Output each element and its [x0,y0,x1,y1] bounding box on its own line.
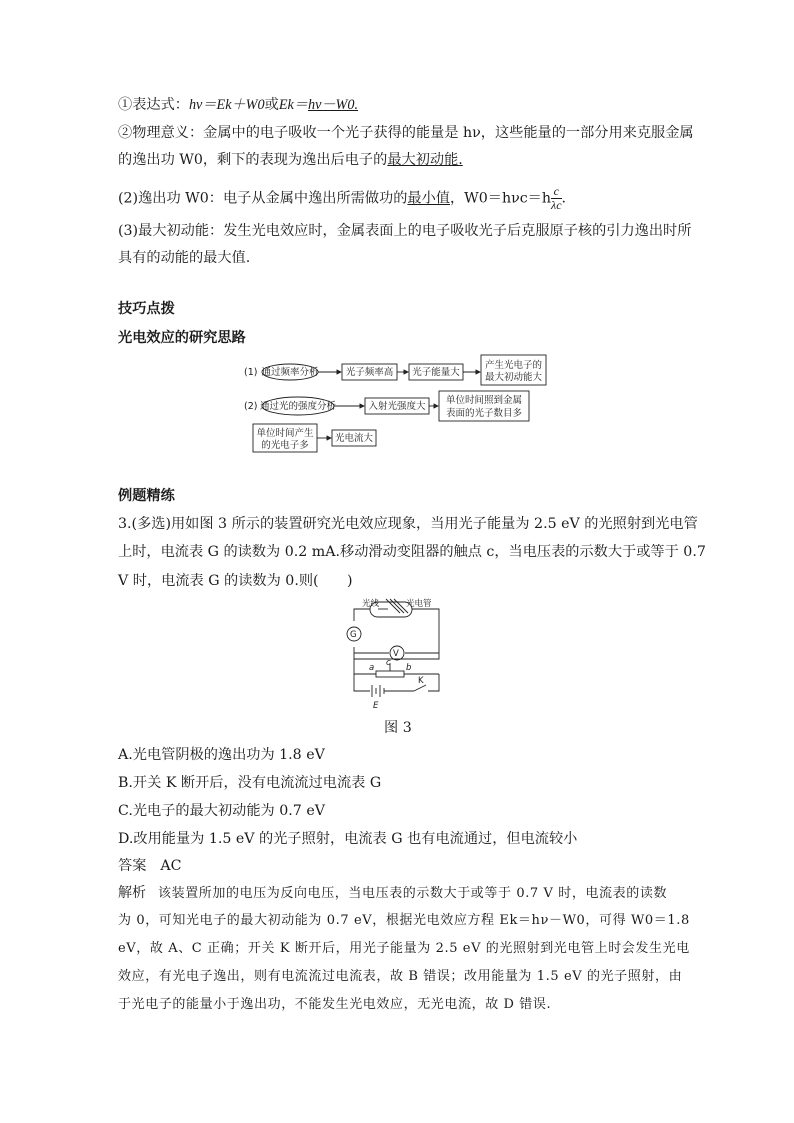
rheostat [376,671,404,677]
or-word: 或 [264,97,279,113]
period: . [561,190,567,207]
label-V: V [393,649,399,659]
label-a: a [369,663,375,673]
work-function-line [118,185,566,212]
expression-line [118,95,358,115]
research-flowchart [240,352,560,456]
label-c: c [386,658,391,668]
solution-line-5: 于光电子的能量小于逸出功，不能发生光电效应，无光电流，故 D 错误. [118,997,552,1012]
flow-row1-box3-line1: 产生光电子的 [484,360,543,371]
flow-row3-box1-line2: 的光电子多 [261,440,309,451]
answer-line [118,856,182,876]
label-E: E [373,701,379,711]
flow-row3-box1-line1: 单位时间产生 [256,428,314,439]
flow-row1-box3-line2: 最大初动能大 [484,372,543,383]
formula-einstein: hν＝Ek＋W0 [188,97,265,113]
physical-meaning-line-2 [118,150,463,170]
flow-row2-box1-text: 入射光强度大 [368,401,426,412]
solution-line-2: 为 0，可知光电子的最大初动能为 0.7 eV，根据光电效应方程 Ek＝hν－W0，可得 W0＝1.8 [118,913,690,928]
figure-caption: 图 3 [384,720,412,736]
expression-label: ①表达式： [118,97,189,113]
question-line-2: 上时，电流表 G 的读数为 0.2 mA.移动滑动变阻器的触点 c，当电压表的示数大于或等于 0.7 [118,544,706,560]
fraction-numerator: c [551,185,562,199]
max-kinetic-energy-underlined: 最大初动能. [387,152,463,168]
question-line-3: V 时，电流表 G 的读数为 0.则( ) [118,573,353,589]
solution-line-3: eV，故 A、C 正确；开关 K 断开后，用光子能量为 2.5 eV 的光照射到光电管上时会发生光电 [118,941,690,956]
flow-row2-box2-line1: 单位时间照到金属 [445,395,523,406]
photoelectric-circuit-figure [340,595,460,715]
c-over-lambda-fraction [551,185,562,212]
formula-ek-left: Ek＝ [278,97,308,113]
min-value-underlined: 最小值 [407,190,450,207]
label-b: b [406,663,412,673]
solution-line-4: 效应，有光电子逸出，则有电流流过电流表，故 B 错误；改用能量为 1.5 eV 的光子照射，由 [118,969,683,984]
flow-row2-box2-line2: 表面的光子数目多 [445,408,523,419]
option-A: A.光电管阴极的逸出功为 1.8 eV [118,747,325,763]
flow-row2-oval-text: 通过光的强度分析 [259,401,337,412]
question-line-1: 3.(多选)用如图 3 所示的装置研究光电效应现象，当用光子能量为 2.5 eV 的光照射到光电管 [118,516,698,532]
answer-value: AC [160,858,182,874]
physical-meaning-text: 的逸出功 W0，剩下的表现为逸出后电子的 [118,152,388,168]
section-title-tips: 技巧点拨 [118,301,175,317]
solution-line-1 [118,883,667,904]
flow-row2-number: (2) [244,401,258,412]
formula-ek-right: hν－W0. [307,97,359,113]
flow-row1-number: (1) [244,367,258,378]
answer-label: 答案 [118,858,147,874]
section-title-examples: 例题精练 [118,488,175,504]
physical-meaning-line-1: ②物理意义：金属中的电子吸收一个光子获得的能量是 hν，这些能量的一部分用来克服金属 [118,125,694,141]
label-tube: 光电管 [406,599,432,609]
work-function-formula: ，W0＝hνc＝h [449,190,552,207]
fraction-denominator: λc [551,198,562,212]
solution-text-1: 该装置所加的电压为反向电压，当电压表的示数大于或等于 0.7 V 时，电流表的读数 [158,886,668,901]
option-D: D.改用能量为 1.5 eV 的光子照射，电流表 G 也有电流通过，但电流较小 [118,831,578,847]
flow-row1-box1-text: 光子频率高 [345,367,394,378]
label-G: G [350,630,357,640]
section-subtitle-research-approach: 光电效应的研究思路 [118,330,246,346]
flow-row3-box2-text: 光电流大 [334,433,374,444]
label-K: K [418,676,424,686]
solution-label: 解析 [118,885,146,901]
flow-row1-box2-text: 光子能量大 [412,367,460,378]
label-light: 光线 [362,599,380,609]
option-C: C.光电子的最大初动能为 0.7 eV [118,803,325,819]
max-ke-definition-line-1: (3)最大初动能：发生光电效应时，金属表面上的电子吸收光子后克服原子核的引力逸出时所 [118,223,692,239]
option-B: B.开关 K 断开后，没有电流流过电流表 G [118,775,382,791]
flow-row1-oval-text: 通过频率分析 [261,367,319,378]
work-function-text: (2)逸出功 W0：电子从金属中逸出所需做功的 [118,190,408,207]
max-ke-definition-line-2: 具有的动能的最大值. [118,250,251,266]
